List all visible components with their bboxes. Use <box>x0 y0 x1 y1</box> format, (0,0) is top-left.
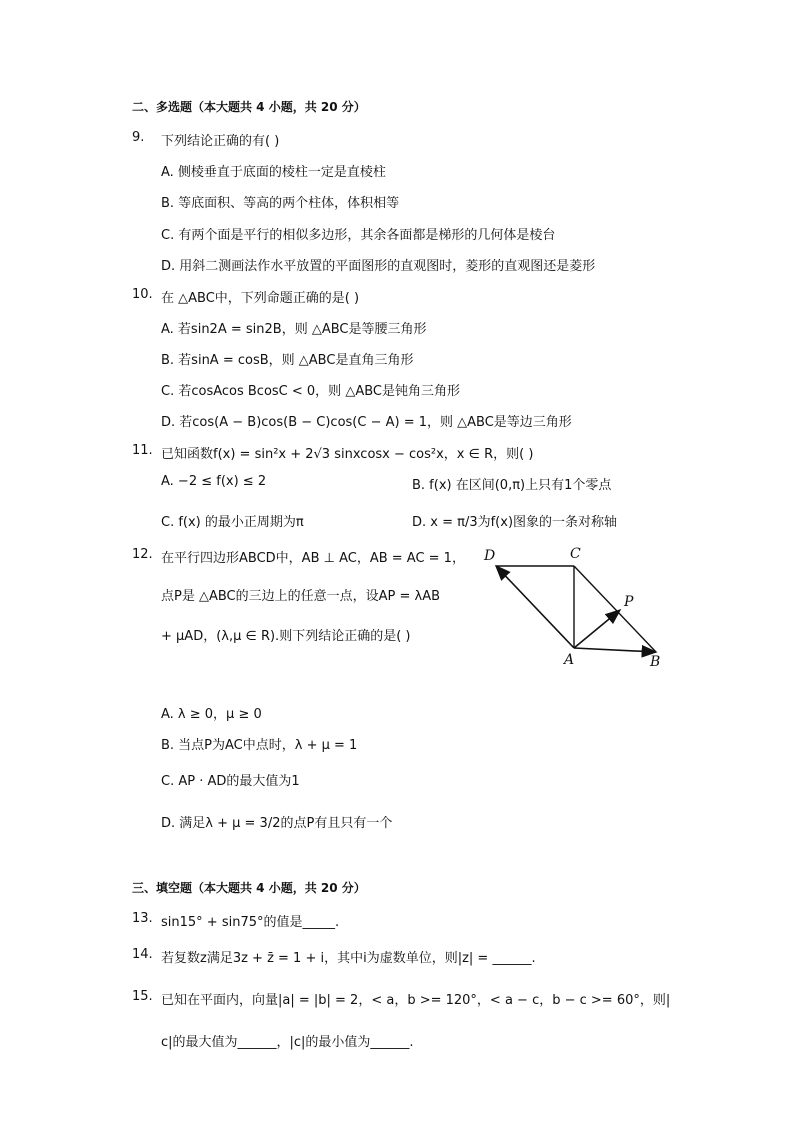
parallelogram-diagram <box>478 540 678 670</box>
q11-stem: 已知函数f(x) = sin²x + 2√3 sinxcosx − cos²x，x ∈ R，则( ) <box>161 447 534 462</box>
label-c: C <box>570 546 581 562</box>
q9-number: 9. <box>132 130 145 145</box>
section-2-title: 二、多选题（本大题共 4 小题，共 20 分） <box>132 100 366 114</box>
label-b: B <box>650 654 661 670</box>
q10-stem: 在 △ABC中，下列命题正确的是( ) <box>161 291 360 306</box>
q12-stem-line3: + μAD，(λ,μ ∈ R).则下列结论正确的是( ) <box>161 629 411 644</box>
q13-text: sin15° + sin75°的值是_____. <box>161 915 340 930</box>
vector-ab <box>574 648 656 652</box>
q10-option-a: A. 若sin2A = sin2B，则 △ABC是等腰三角形 <box>161 322 427 337</box>
q10-number: 10. <box>132 287 153 302</box>
q9-stem: 下列结论正确的有( ) <box>161 134 280 149</box>
q9-option-c: C. 有两个面是平行的相似多边形，其余各面都是梯形的几何体是棱台 <box>161 228 556 243</box>
q14-text: 若复数z满足3z + z̄ = 1 + i，其中i为虚数单位，则|z| = ______. <box>161 951 536 966</box>
vector-ap <box>574 610 620 648</box>
segment-cb <box>574 566 656 652</box>
q9-option-a: A. 侧棱垂直于底面的棱柱一定是直棱柱 <box>161 165 386 180</box>
q12-option-b: B. 当点P为AC中点时，λ + μ = 1 <box>161 738 358 753</box>
section-3-title: 三、填空题（本大题共 4 小题，共 20 分） <box>132 881 366 895</box>
q10-option-b: B. 若sinA = cosB，则 △ABC是直角三角形 <box>161 353 414 368</box>
q15-line1: 已知在平面内，向量|a| = |b| = 2，< a，b >= 120°，< a − c，b − c >= 60°，则| <box>161 993 671 1008</box>
q12-stem-line1: 在平行四边形ABCD中，AB ⊥ AC，AB = AC = 1， <box>161 551 465 566</box>
q14-number: 14. <box>132 947 153 962</box>
q10-option-c: C. 若cosAcos BcosC < 0，则 △ABC是钝角三角形 <box>161 384 460 399</box>
q12-option-c: C. AP · AD的最大值为1 <box>161 774 300 789</box>
q15-line2: c|的最大值为______，|c|的最小值为______. <box>161 1035 414 1050</box>
q12-option-d: D. 满足λ + μ = 3/2的点P有且只有一个 <box>161 816 393 831</box>
q15-number: 15. <box>132 989 153 1004</box>
label-a: A <box>564 652 575 668</box>
q9-option-b: B. 等底面积、等高的两个柱体，体积相等 <box>161 196 400 211</box>
q11-option-a: A. −2 ≤ f(x) ≤ 2 <box>161 474 267 489</box>
label-p: P <box>624 594 634 610</box>
q10-option-d: D. 若cos(A − B)cos(B − C)cos(C − A) = 1，则 △ABC是等边三角形 <box>161 415 572 430</box>
q12-stem-line2: 点P是 △ABC的三边上的任意一点，设AP = λAB <box>161 589 441 604</box>
q9-option-d: D. 用斜二测画法作水平放置的平面图形的直观图时，菱形的直观图还是菱形 <box>161 259 596 274</box>
q12-option-a: A. λ ≥ 0，μ ≥ 0 <box>161 707 262 722</box>
q11-option-c: C. f(x) 的最小正周期为π <box>161 515 304 530</box>
q11-option-b: B. f(x) 在区间(0,π)上只有1个零点 <box>412 478 612 493</box>
q11-number: 11. <box>132 443 153 458</box>
q12-number: 12. <box>132 547 153 562</box>
vector-ad <box>496 566 574 648</box>
q11-option-d: D. x = π/3为f(x)图象的一条对称轴 <box>412 515 618 530</box>
label-d: D <box>484 548 496 564</box>
q13-number: 13. <box>132 911 153 926</box>
